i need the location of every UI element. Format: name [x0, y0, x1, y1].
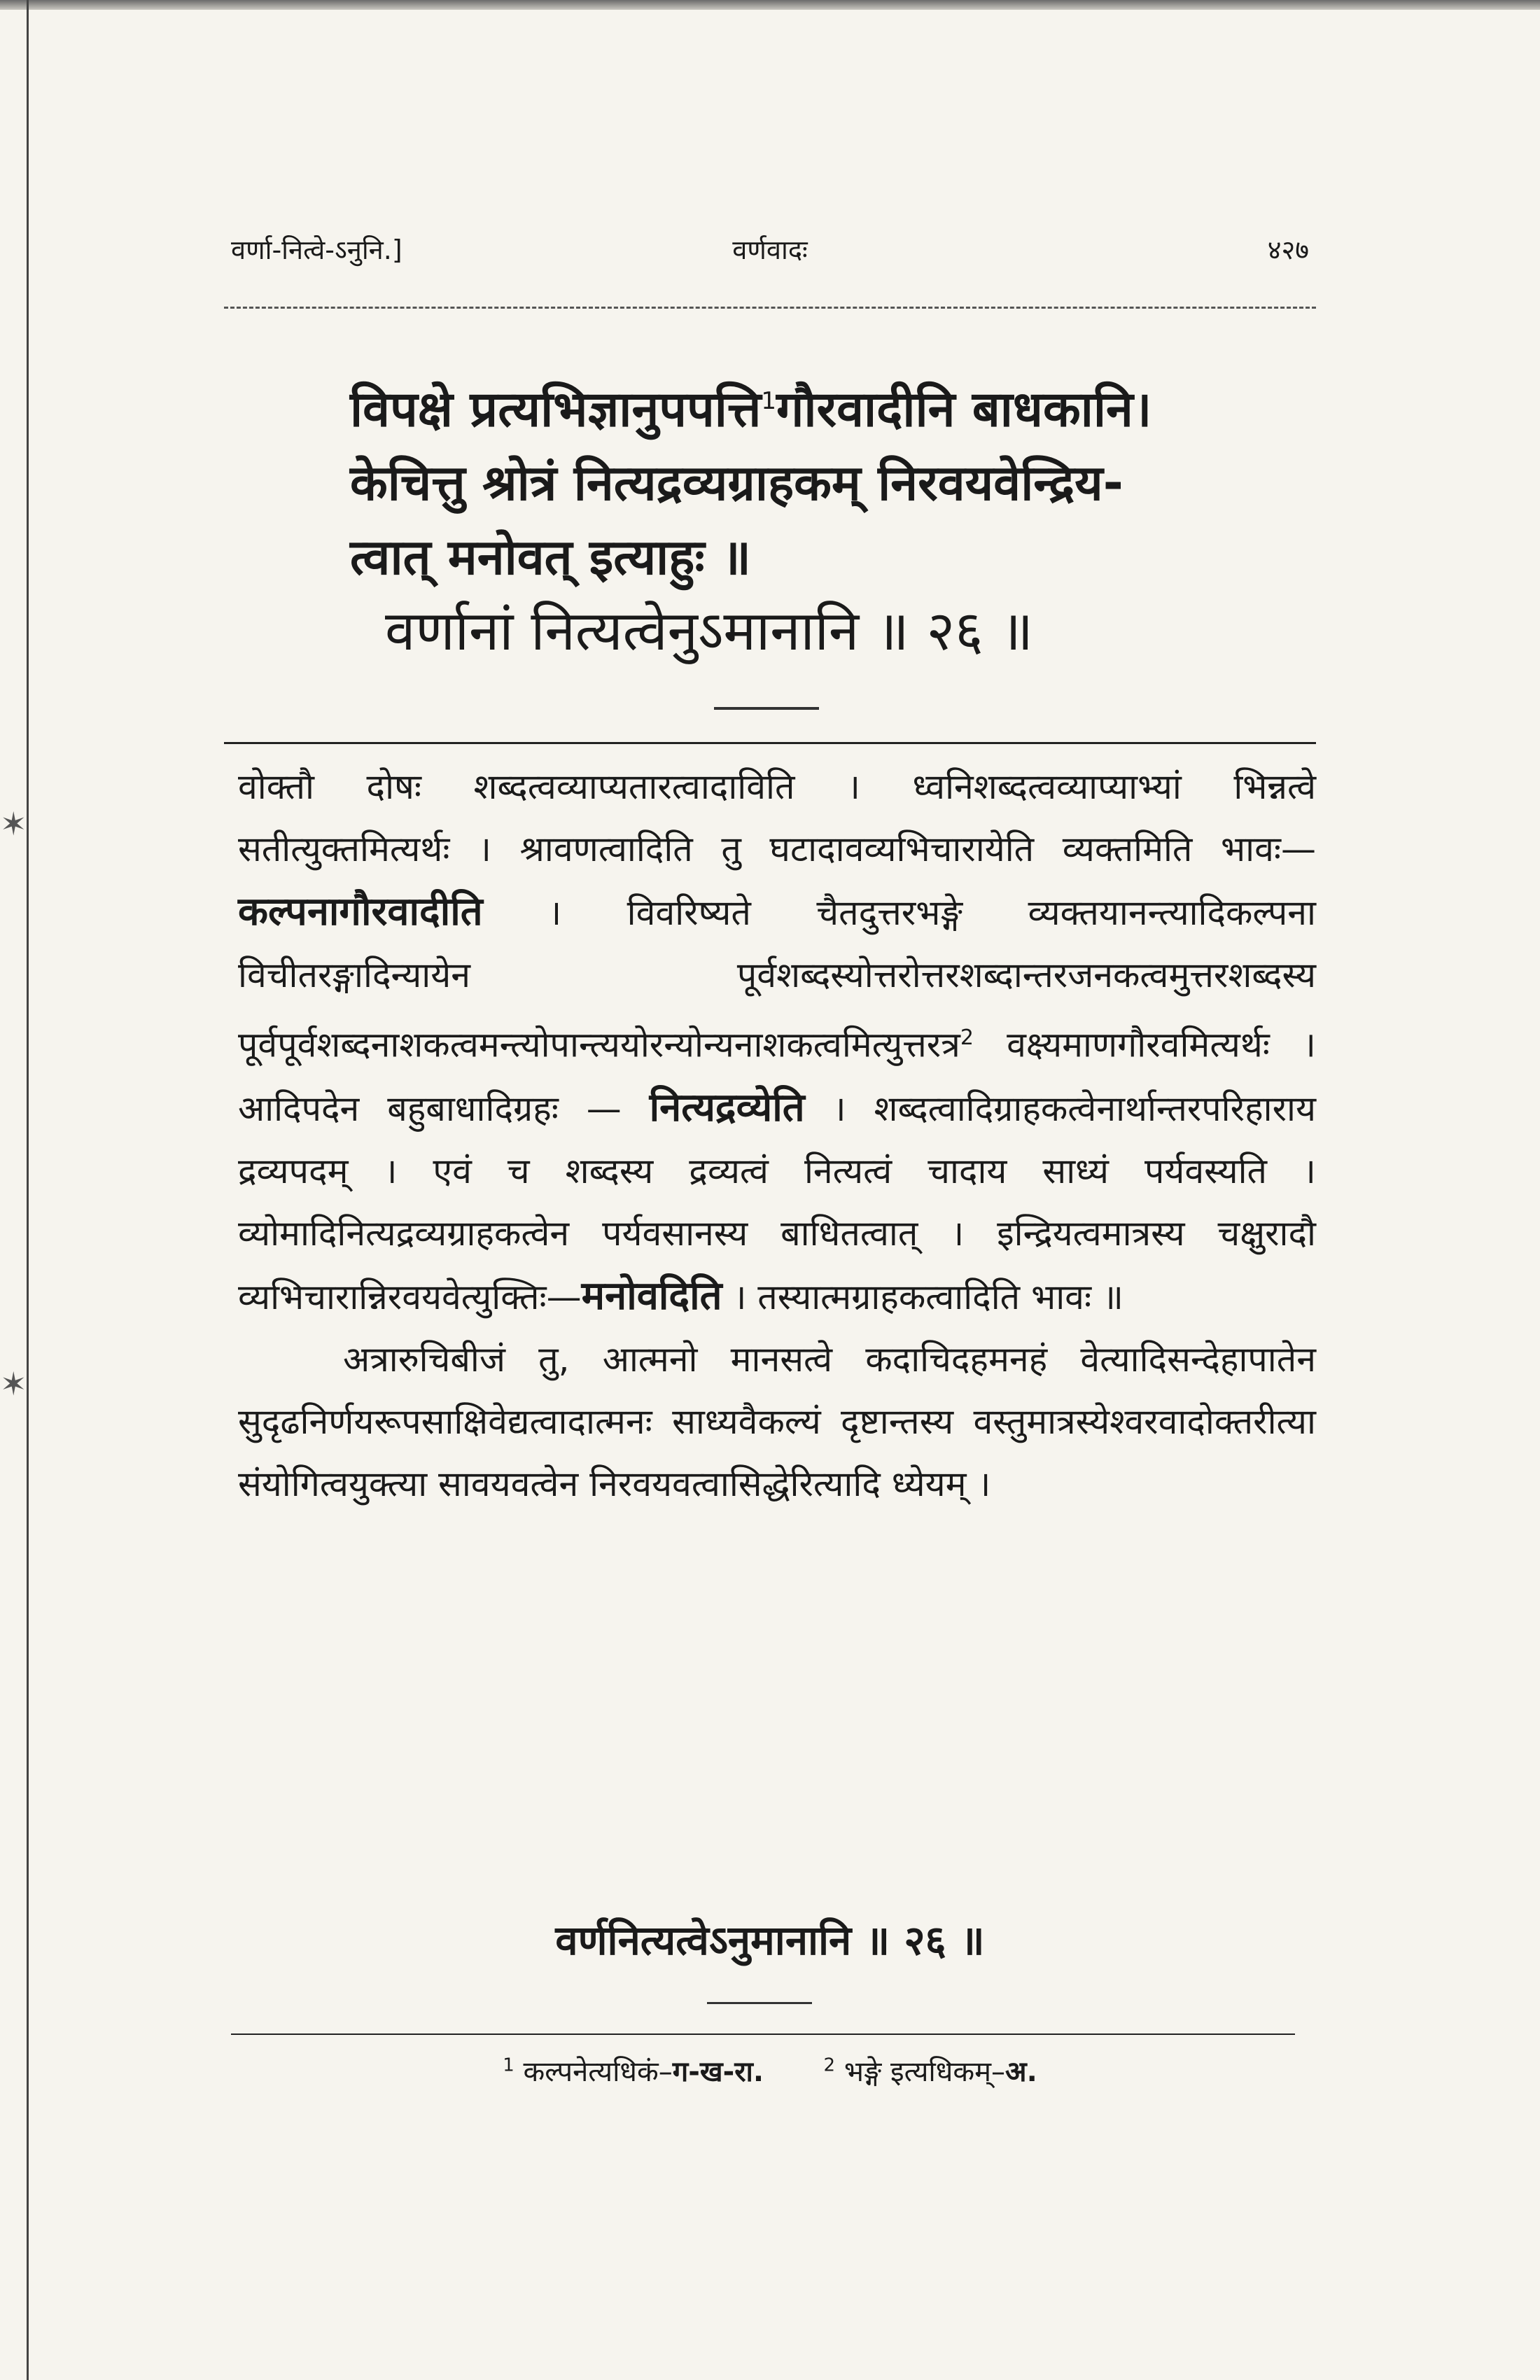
section-dash — [707, 2002, 812, 2004]
pratika-term: कल्पनागौरवादीति — [238, 889, 483, 934]
binding-edge-line — [27, 0, 29, 2380]
section-closing: वर्णनित्यत्वेऽनुमानानि ॥ २६ ॥ — [555, 1917, 985, 1964]
pratika-term: मनोवदिति — [581, 1273, 722, 1319]
page-top-edge — [0, 0, 1540, 10]
footnote-2-text: भङ्गे इत्यधिकम्– — [844, 2056, 1006, 2088]
margin-star-mark: ✶ — [0, 1365, 27, 1403]
footnote-mark: 1 — [503, 2054, 514, 2076]
running-head-left: वर्णा-नित्वे-ऽनुनि.] — [231, 234, 402, 265]
pratika-term: नित्यद्रव्येति — [649, 1084, 805, 1130]
verse-line-2: केचित्तु श्रोत्रं नित्यद्रव्यग्राहकम् निरवयवेन्द्रिय- — [350, 454, 1124, 512]
running-head — [231, 231, 1309, 280]
page-number: ४२७ — [1267, 234, 1309, 265]
footnote-rule — [231, 2033, 1295, 2035]
verse-colophon: वर्णानां नित्यत्वेनुऽमानानि ॥ २६ ॥ — [385, 600, 1034, 664]
footnote-2-sigla: अ. — [1005, 2056, 1037, 2088]
footnote-ref: 1 — [761, 387, 776, 415]
commentary-text — [238, 756, 1316, 1516]
commentary-paragraph-2: अत्रारुचिबीजं तु, आत्मनो मानसत्वे कदाचिदहमनहं वेत्यादिसन्देहापातेन सुदृढनिर्णयरूपसाक्षिवेद्यत्वादात्मनः साध्यवैकल्यं दृष्टान्तस्य वस्तुमात्रस्येश्वरवादोक्तरीत्या संयोगित्वयुक्त्या सावयवत्वेन निरवयवत्वासिद्धेरित्यादि ध्येयम् । — [238, 1338, 1316, 1504]
section-dash — [714, 707, 819, 710]
margin-star-mark: ✶ — [0, 805, 27, 843]
commentary-paragraph-1: वोक्तौ दोषः शब्दत्वव्याप्यतारत्वादाविति । ध्वनिशब्दत्वव्याप्याभ्यां भिन्नत्वे सतीत्युक्तमित्यर्थः । श्रावणत्वादिति तु घटादावव्यभिचारायेति व्यक्तमिति भावः—कल्पनागौरवादीति । विवरिष्यते चैतदुत्तरभङ्गे व्यक्तयानन्त्यादिकल्पना विचीतरङ्गादिन्यायेन पूर्वशब्दस्योत्तरोत्तरशब्दान्तरजनकत्वमुत्तरशब्दस्य पूर्वपूर्वशब्दनाशकत्वमन्त्योपान्त्ययोरन्योन्यनाशकत्वमित्युत्तरत्र$^2$ वक्ष्यमाणगौरवमित्यर्थः । आदिपदेन बहुबाधादिग्रहः — नित्यद्रव्येति । शब्दत्वादिग्राहकत्वेनार्थान्तरपरिहाराय द्रव्यपदम् । एवं च शब्दस्य द्रव्यत्वं नित्यत्वं चादाय साध्यं पर्यवस्यति । व्योमादिनित्यद्रव्यग्राहकत्वेन पर्यवसानस्य बाधितत्वात् । इन्द्रियत्वमात्रस्य चक्षुरादौ व्यभिचारान्निरवयवेत्युक्तिः—मनोवदिति । तस्यात्मग्राहकत्वादिति भावः ॥ — [238, 766, 1316, 1319]
footnote-1-sigla: ग-ख-रा. — [672, 2056, 764, 2088]
verse-line-3: त्वात् मनोवत् इत्याहुः ॥ — [350, 528, 751, 587]
footnote-ref: 2 — [960, 1026, 974, 1050]
header-rule — [224, 301, 1316, 309]
verse-line-1: विपक्षे प्रत्यभिज्ञानुपपत्ति$^1$गौरवादीनि बाधकानि। — [350, 380, 1152, 438]
running-head-title: वर्णवादः — [732, 234, 808, 265]
commentary-rule — [224, 742, 1316, 744]
mula-verse — [350, 364, 1260, 668]
footnote-1-text: कल्पनेत्यधिकं– — [523, 2056, 673, 2088]
footnote-mark: 2 — [823, 2054, 836, 2076]
footnotes — [0, 2051, 1540, 2090]
